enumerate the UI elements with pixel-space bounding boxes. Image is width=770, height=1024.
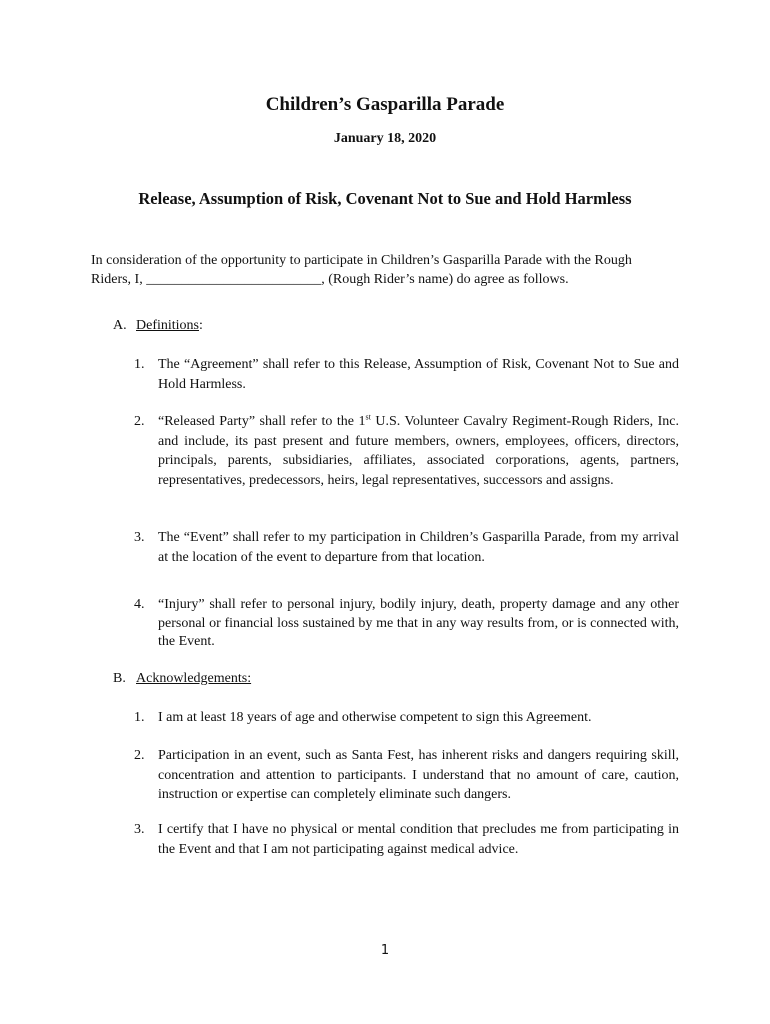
intro-paragraph: [91, 251, 679, 289]
list-number: 1.: [134, 357, 145, 372]
list-number: 3.: [134, 822, 145, 837]
definition-item-3: [134, 528, 679, 567]
list-number: 4.: [134, 597, 145, 612]
list-item-text: I am at least 18 years of age and otherwise competent to sign this Agreement.: [158, 710, 592, 725]
section-a-suffix: :: [199, 318, 203, 333]
document-heading: Release, Assumption of Risk, Covenant Not to Sue and Hold Harmless: [138, 189, 632, 208]
section-a-label: Definitions: [136, 318, 199, 333]
list-number: 2.: [134, 414, 145, 429]
list-item-text: Participation in an event, such as Santa Fest, has inherent risks and dangers requiring skill, concentration and attention to participants. I understand that no amount of care, caution, instruction or expertise can completely eliminate such dangers.: [158, 748, 679, 802]
definition-item-1: [134, 355, 679, 394]
section-b-letter: B.: [113, 671, 126, 686]
list-number: 3.: [134, 530, 145, 545]
list-item-text: The “Event” shall refer to my participation in Children’s Gasparilla Parade, from my arrival at the location of the event to departure from that location.: [158, 530, 679, 565]
list-item-text-part: U.S. Volunteer Cavalry Regiment-Rough Riders, Inc. and include, its past present and future members, owners, employees, officers, directors, principals, parents, subsidiaries, affiliates, associated corporations, agents, partners, representatives, predecessors, heirs, legal representatives, successors and assigns.: [158, 414, 680, 488]
section-a-heading: [113, 316, 203, 335]
acknowledgement-item-3: [134, 820, 679, 859]
definition-item-2: [134, 412, 679, 490]
list-item-text: [158, 412, 679, 490]
acknowledgement-item-1: [134, 708, 679, 728]
section-b-heading: [113, 669, 251, 688]
document-date: January 18, 2020: [333, 131, 437, 146]
list-number: 2.: [134, 748, 145, 763]
section-b-label: Acknowledgements:: [136, 671, 252, 686]
intro-line-1: In consideration of the opportunity to participate in Children’s Gasparilla Parade with the Rough: [91, 253, 632, 268]
list-item-text: The “Agreement” shall refer to this Release, Assumption of Risk, Covenant Not to Sue and Hold Harmless.: [158, 357, 679, 392]
ordinal-superscript: st: [365, 412, 371, 422]
list-item-text-part: “Released Party” shall refer to the 1: [158, 414, 366, 429]
list-item-text: I certify that I have no physical or mental condition that precludes me from participating in the Event and that I am not participating against medical advice.: [158, 822, 679, 857]
document-title: Children’s Gasparilla Parade: [265, 94, 505, 115]
intro-line-2: Riders, I, _________________________, (Rough Rider’s name) do agree as follows.: [91, 272, 569, 287]
page-number: 1: [380, 943, 390, 958]
list-number: 1.: [134, 710, 145, 725]
section-a-letter: A.: [113, 318, 127, 333]
acknowledgement-item-2: [134, 746, 679, 805]
list-item-text: “Injury” shall refer to personal injury, bodily injury, death, property damage and any other personal or financial loss sustained by me that in any way results from, or is connected with, the Event.: [158, 597, 679, 649]
definition-item-4: [134, 596, 679, 652]
